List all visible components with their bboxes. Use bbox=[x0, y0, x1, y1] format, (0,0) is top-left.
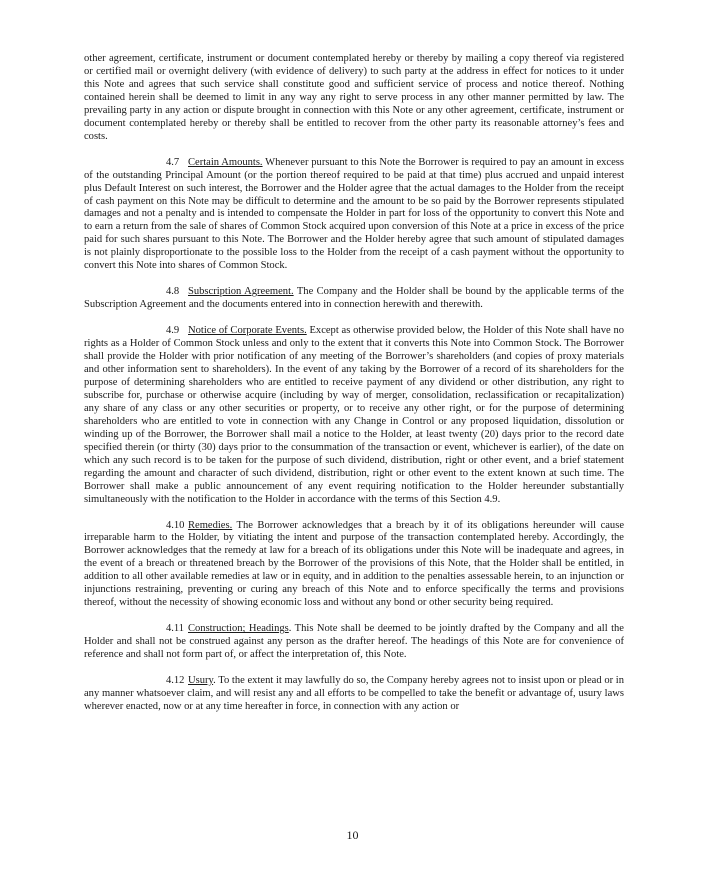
section-number: 4.7 bbox=[166, 156, 180, 168]
section-text: Whenever pursuant to this Note the Borrower is required to pay an amount in excess of the outstanding Principal Amount (or the portion thereof required to be paid at that time) plus accrued and unpaid interest plus Default Interest on such interest, the Borrower and the Holder agree that the actual damages to the Holder from the receipt of cash payment on this Note may be difficult to determine and the amount to be so paid by the Borrower represents stipulated damages and not a penalty and is intended to compensate the Holder in part for loss of the opportunity to convert this Note and to earn a return from the sale of shares of Common Stock acquired upon conversion of this Note at a price in excess of the price paid for such shares pursuant to this Note. The Borrower and the Holder hereby agree that such amount of stipulated damages is not plainly disproportionate to the possible loss to the Holder from the receipt of a cash payment without the opportunity to convert this Note into shares of Common Stock. bbox=[84, 156, 624, 272]
section-number: 4.9 bbox=[166, 325, 180, 337]
intro-paragraph bbox=[84, 53, 624, 144]
document-body bbox=[84, 53, 624, 727]
page-number: 10 bbox=[346, 828, 359, 842]
section-4-10 bbox=[84, 520, 624, 611]
section-number: 4.11 bbox=[166, 623, 185, 635]
section-4-8 bbox=[84, 286, 624, 312]
section-4-9 bbox=[84, 325, 624, 506]
section-text: The Borrower acknowledges that a breach by it of its obligations hereunder will cause irreparable harm to the Holder, by vitiating the intent and purpose of the transaction contemplated hereby. Accordingly, the Borrower acknowledges that the remedy at law for a breach of its obligations under this Note will be inadequate and agrees, in the event of a breach or threatened breach by the Borrower of the provisions of this Note, that the Holder shall be entitled, in addition to all other available remedies at law or in equity, and in addition to the penalties assessable herein, to an injunction or injunctions restraining, preventing or curing any breach of this Note and to enforce specifically the terms and provisions thereof, without the necessity of showing economic loss and without any bond or other security being required. bbox=[84, 519, 624, 609]
section-number: 4.8 bbox=[166, 286, 180, 298]
section-title: Usury bbox=[188, 675, 214, 687]
section-title: Subscription Agreement. bbox=[188, 286, 294, 298]
section-title: Remedies. bbox=[188, 519, 233, 531]
section-text: The Company and the Holder shall be bound by the applicable terms of the Subscription Agreement and the documents entered into in connection herewith and therewith. bbox=[84, 286, 624, 311]
intro-text: other agreement, certificate, instrument or document contemplated hereby or thereby by mailing a copy thereof via registered or certified mail or overnight delivery (with evidence of delivery) to such party at the address in effect for notices to it under this Note and agrees that such service shall constitute good and sufficient service of process and notice thereof. Nothing contained herein shall be deemed to limit in any way any right to serve process in any other manner permitted by law. The prevailing party in any action or dispute brought in connection with this Note or any other agreement, certificate, instrument or document contemplated hereby or thereby shall be entitled to recover from the other party its reasonable attorney’s fees and costs. bbox=[84, 53, 624, 142]
section-4-12 bbox=[84, 675, 624, 714]
section-number: 4.10 bbox=[166, 519, 185, 531]
section-title: Notice of Corporate Events. bbox=[188, 325, 307, 337]
section-4-11 bbox=[84, 623, 624, 662]
section-number: 4.12 bbox=[166, 675, 185, 687]
section-text: . This Note shall be deemed to be jointly drafted by the Company and all the Holder and shall not be construed against any person as the drafter hereof. The headings of this Note are for convenience of reference and shall not form part of, or affect the interpretation of, this Note. bbox=[84, 623, 624, 661]
section-title: Construction; Headings bbox=[188, 623, 289, 635]
section-text: Except as otherwise provided below, the Holder of this Note shall have no rights as a Holder of Common Stock unless and only to the extent that it converts this Note into Common Stock. The Borrower shall provide the Holder with prior notification of any meeting of the Borrower’s shareholders (and copies of proxy materials and other information sent to shareholders). In the event of any taking by the Borrower of a record of its shareholders for the purpose of determining shareholders who are entitled to receive payment of any dividend or other distribution, any right to subscribe for, purchase or otherwise acquire (including by way of merger, consolidation, reclassification or recapitalization) any share of any class or any other securities or property, or to receive any other right, or for the purpose of determining shareholders who are entitled to vote in connection with any Change in Control or any proposed liquidation, dissolution or winding up of the Borrower, the Borrower shall mail a notice to the Holder, at least twenty (20) days prior to the record date specified therein (or thirty (30) days prior to the consummation of the transaction or event, whichever is earlier), of the date on which any such record is to be taken for the purpose of such dividend, distribution, right or other event, and a brief statement regarding the amount and character of such dividend, distribution, right or other event to the extent known at such time. The Borrower shall make a public announcement of any event requiring notification to the Holder hereunder substantially simultaneously with the notification to the Holder in accordance with the terms of this Section 4.9. bbox=[84, 325, 625, 505]
section-title: Certain Amounts. bbox=[188, 156, 263, 168]
section-text: . To the extent it may lawfully do so, the Company hereby agrees not to insist upon or plead or in any manner whatsoever claim, and will resist any and all efforts to be compelled to take the benefit or advantage of, usury laws wherever enacted, now or at any time hereafter in force, in connection with any action or bbox=[84, 675, 624, 712]
section-4-7 bbox=[84, 157, 624, 274]
